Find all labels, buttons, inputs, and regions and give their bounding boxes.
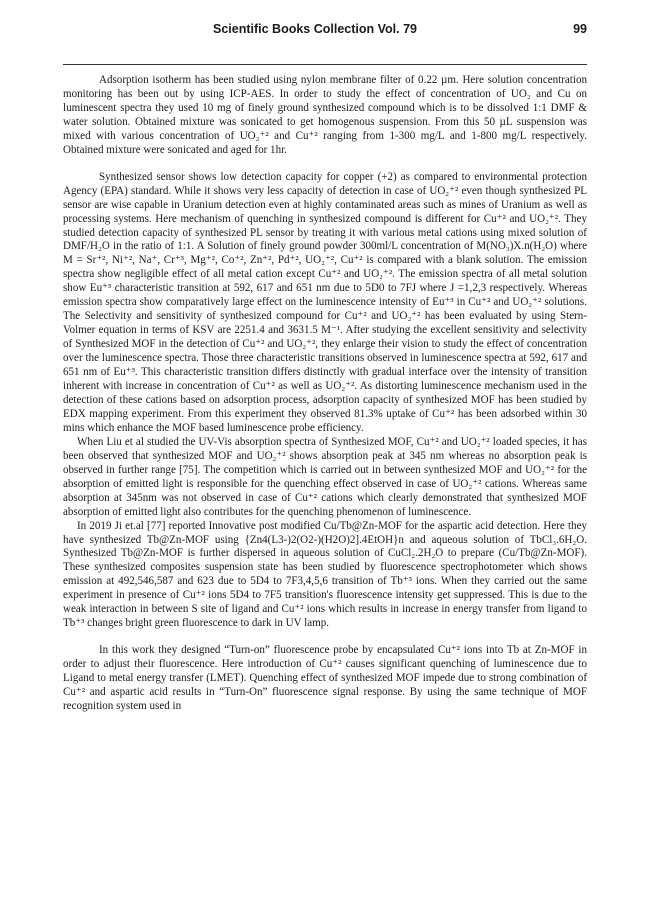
- body-text: [63, 74, 587, 714]
- running-header: [63, 22, 587, 42]
- paragraph: In this work they designed “Turn-on” fluorescence probe by encapsulated Cu⁺² ions into Tb at Zn-MOF in order to adjust their fluorescence. Here introduction of Cu⁺² causes significant quenching of luminescence due to Ligand to metal energy transfer (LMET). Quenching effect of synthesized MOF impede due to strong combination of Cu⁺² and aspartic acid results in “Turn-On” fluorescence signal response. By using the same technique of MOF recognition system used in: [63, 644, 587, 712]
- paragraph: In 2019 Ji et.al [77] reported Innovative post modified Cu/Tb@Zn-MOF for the aspartic acid detection. Here they have synthesized Tb@Zn-MOF using {Zn4(L3-)2(O2-)(H2O)2].4EtOH}n and aqueous solution of TbCl₃.6H₂O. Synthesized Tb@Zn-MOF is further dispersed in aqueous solution of CuCl₂.2H₂O to prepare (Cu/Tb@Zn-MOF). These synthesized composites suspension state has been studied by fluorescence spectrophotometer which shows emission at 492,546,587 and 623 due to 5D4 to 7F3,4,5,6 transition of Tb⁺³ ions. When they carried out the same experiment in presence of Cu⁺² ions 5D4 to 7F5 transition's fluorescence intensity get suppressed. This is due to the weak interaction in between S site of ligand and Cu⁺² ions which results in increase in energy transfer from ligand to Tb⁺³ changes bright green fluorescence to dark in UV lamp.: [63, 519, 587, 630]
- paragraph: Synthesized sensor shows low detection capacity for copper (+2) as compared to environmental protection Agency (EPA) standard. While it shows very less capacity of detection in case of UO₂⁺² even though synthesized PL sensor are wise capable in Uranium detection even at highly contaminated areas such as mines of Uranium as well as processing systems. Here mechanism of quenching in synthesized compound is different for Cu⁺² and UO₂⁺². They studied detection capacity of synthesized PL sensor by treating it with various metal cations using mixed solution of DMF/H₂O in the ratio of 1:1. A Solution of finely ground powder 300ml/L concentration of M(NO₃)X.n(H₂O) where M = Sr⁺², Ni⁺², Na⁺, Cr⁺³, Mg⁺², Co⁺², Zn⁺², Pd⁺², UO₂⁺², Cu⁺² is compared with a blank solution. The emission spectra show negligible effect of all metal cation except Cu⁺² and UO₂⁺². The emission spectra of all metal solution show Eu⁺³ characteristic transition at 592, 617 and 651 nm due to 5D0 to 7FJ where J =1,2,3 respectively. Whereas emission spectra show comparatively large effect on the luminescence intensity of Eu⁺³ in Cu⁺² and UO₂⁺² solutions. The Selectivity and sensitivity of synthesized compound for Cu⁺² and UO₂⁺² has been evaluated by using Stern-Volmer equation in terms of KSV are 2251.4 and 3631.5 M⁻¹. After studying the excellent sensitivity and selectivity of Synthesized MOF in the detection of Cu⁺² and UO₂⁺², they enlarge their vision to study the effect of concentration over the luminescence spectra. Those three characteristic transitions observed in luminescence spectra at 592, 617 and 651 nm of Eu⁺³. This characteristic transition differs distinctly with gradual interface over the intensity of transition inherent with increase in concentration of Cu⁺² as well as UO₂⁺². As distorting luminescence mechanism used in the detection of these cations based on adsorption process, adsorption capacity of synthesized MOF has been studied by EDX mapping experiment. From this experiment they observed 81.3% uptake of Cu⁺² has been adsorbed within 30 mins which enhance the MOF based luminescence probe efficiency.: [63, 170, 587, 434]
- page-number: 99: [573, 22, 587, 36]
- paragraph: Adsorption isotherm has been studied using nylon membrane filter of 0.22 µm. Here solution concentration monitoring has been out by using ICP-AES. In order to study the effect of concentration of UO₂ and Cu on luminescent spectra they used 10 mg of finely ground synthesized compound which is to be dissolved 1:1 DMF & water solution. Obtained mixture was sonicated to get homogenous suspension. From this 50 µL suspension was mixed with various concentration of UO₂⁺² and Cu⁺² ranging from 1-300 mg/L and 1-800 mg/L respectively. Obtained mixture were sonicated and aged for 1hr.: [63, 74, 587, 156]
- journal-title: Scientific Books Collection Vol. 79: [213, 22, 417, 36]
- paragraph: When Liu et al studied the UV-Vis absorption spectra of Synthesized MOF, Cu⁺² and UO₂⁺² loaded species, it has been observed that synthesized MOF and UO₂⁺² shows absorption peak at 345 nm whereas no absorption peak is observed in further range [75]. The competition which is carried out in between synthesized MOF and UO₂⁺² for the absorption of emitted light is responsible for the quenching effect observed in case of UO₂⁺² cations. Whereas same absorption at 345nm was not observed in case of Cu⁺² cations which clearly demonstrated that synthesized MOF absorption of emitted light also contributes for the quenching phenomenon of luminescence.: [63, 435, 587, 518]
- header-rule: [63, 64, 587, 65]
